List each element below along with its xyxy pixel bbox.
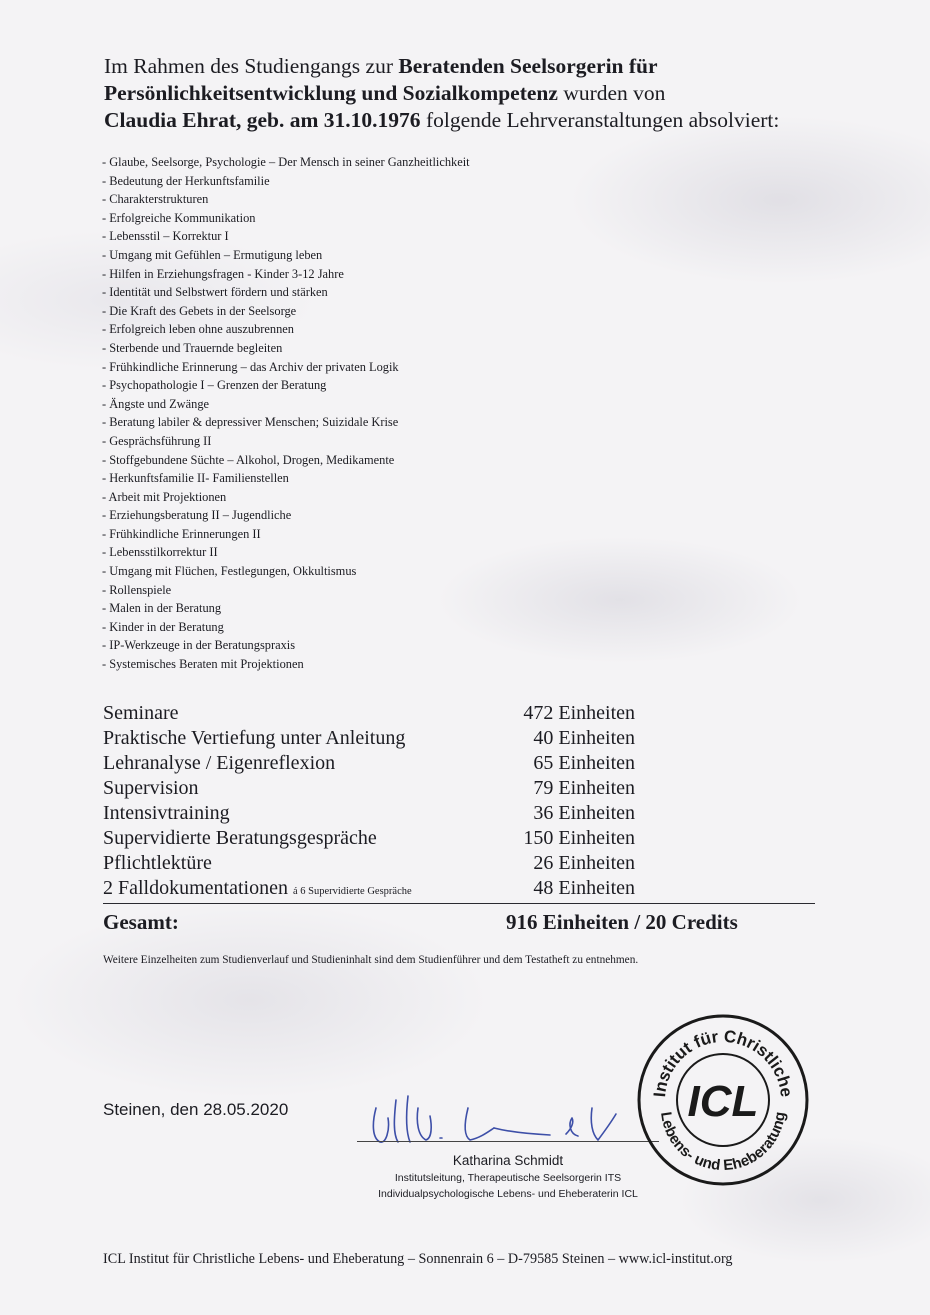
course-item: - Erziehungsberatung II – Jugendliche xyxy=(102,508,292,523)
seal-top-text: Institut für Christliche xyxy=(650,1026,797,1099)
intro-text-3: folgende Lehrveranstaltungen absolviert: xyxy=(420,108,780,132)
total-divider xyxy=(103,903,815,904)
course-item: - Frühkindliche Erinnerung – das Archiv der privaten Logik xyxy=(102,359,399,374)
course-item: - Ängste und Zwänge xyxy=(102,396,210,411)
place-date: Steinen, den 28.05.2020 xyxy=(103,1100,289,1119)
signer-name: Katharina Schmidt xyxy=(452,1153,564,1168)
summary-value: 36 Einheiten xyxy=(533,802,635,824)
summary-value: 79 Einheiten xyxy=(533,777,635,799)
course-item: - Stoffgebundene Süchte – Alkohol, Drogen, Medikamente xyxy=(102,452,395,467)
course-item: - Psychopathologie I – Grenzen der Beratung xyxy=(102,378,327,393)
summary-value: 472 Einheiten xyxy=(523,702,635,724)
handwritten-signature xyxy=(360,1078,660,1150)
summary-value: 65 Einheiten xyxy=(533,752,635,774)
course-item: - Umgang mit Gefühlen – Ermutigung leben xyxy=(102,247,323,262)
course-item: - Herkunftsfamilie II- Familienstellen xyxy=(102,471,289,486)
course-item: - Arbeit mit Projektionen xyxy=(102,489,227,504)
summary-row xyxy=(103,701,643,726)
intro-text-2: wurden von xyxy=(557,81,666,105)
course-item: - Charakterstrukturen xyxy=(102,192,209,207)
units-summary-table xyxy=(103,701,643,901)
course-item: - Die Kraft des Gebets in der Seelsorge xyxy=(102,303,297,318)
summary-label: Supervidierte Beratungsgespräche xyxy=(103,827,377,849)
remark-text: Weitere Einzelheiten zum Studienverlauf und Studieninhalt sind dem Studienführer und dem Testatheft zu entnehmen. xyxy=(103,954,639,966)
course-item: - Gesprächsführung II xyxy=(102,433,212,448)
course-item: - Sterbende und Trauernde begleiten xyxy=(102,340,283,355)
course-item: - Hilfen in Erziehungsfragen - Kinder 3-12 Jahre xyxy=(102,266,344,281)
summary-label: Lehranalyse / Eigenreflexion xyxy=(103,752,336,774)
summary-row xyxy=(103,826,643,851)
signer-role-2: Individualpsychologische Lebens- und Eheberaterin ICL xyxy=(378,1188,638,1200)
course-item: - Bedeutung der Herkunftsfamilie xyxy=(102,173,270,188)
summary-row xyxy=(103,801,643,826)
course-item: - Kinder in der Beratung xyxy=(102,619,224,634)
seal-bottom-text: Lebens- und Eheberatung xyxy=(657,1110,789,1175)
course-item: - Glaube, Seelsorge, Psychologie – Der Mensch in seiner Ganzheitlichkeit xyxy=(102,155,470,169)
program-name: Beratenden Seelsorgerin für Persönlichkeitsentwicklung und Sozialkompetenz xyxy=(104,54,658,105)
course-item: - Malen in der Beratung xyxy=(102,601,222,616)
course-item: - Beratung labiler & depressiver Menschen; Suizidale Krise xyxy=(102,415,399,430)
summary-value: 48 Einheiten xyxy=(533,877,635,899)
course-item: - IP-Werkzeuge in der Beratungspraxis xyxy=(102,638,296,653)
summary-label: Seminare xyxy=(103,702,179,724)
course-list xyxy=(102,153,470,674)
summary-value: 26 Einheiten xyxy=(533,852,635,874)
summary-row xyxy=(103,726,643,751)
signer-role-1: Institutsleitung, Therapeutische Seelsorgerin ITS xyxy=(394,1172,622,1184)
summary-label: Praktische Vertiefung unter Anleitung xyxy=(103,727,406,749)
course-item: - Erfolgreiche Kommunikation xyxy=(102,210,256,225)
summary-value: 150 Einheiten xyxy=(523,827,635,849)
signer-block xyxy=(357,1152,659,1202)
seal-center-text: ICL xyxy=(687,1077,759,1126)
signature-line xyxy=(357,1141,659,1142)
course-item: - Identität und Selbstwert fördern und stärken xyxy=(102,285,328,300)
summary-label xyxy=(103,876,412,904)
course-item: - Umgang mit Flüchen, Festlegungen, Okkultismus xyxy=(102,564,357,579)
summary-row xyxy=(103,776,643,801)
summary-row xyxy=(103,876,643,901)
summary-label: Pflichtlektüre xyxy=(103,852,212,874)
course-item: - Lebensstilkorrektur II xyxy=(102,545,218,560)
course-item: - Erfolgreich leben ohne auszubrennen xyxy=(102,322,294,337)
course-item: - Systemisches Beraten mit Projektionen xyxy=(102,657,304,672)
course-item: - Frühkindliche Erinnerungen II xyxy=(102,526,261,541)
summary-label: Supervision xyxy=(103,777,199,799)
course-item: - Lebensstil – Korrektur I xyxy=(102,229,229,244)
summary-note: á 6 Supervidierte Gespräche xyxy=(292,886,412,897)
institute-seal xyxy=(635,1012,811,1188)
student-name-birthdate: Claudia Ehrat, geb. am 31.10.1976 xyxy=(104,108,421,132)
summary-row xyxy=(103,851,643,876)
intro-paragraph xyxy=(104,53,864,134)
summary-row xyxy=(103,751,643,776)
course-item: - Rollenspiele xyxy=(102,582,172,597)
total-label: Gesamt: xyxy=(103,910,179,934)
total-value: 916 Einheiten / 20 Credits xyxy=(506,910,738,934)
summary-label-text: 2 Falldokumentationen xyxy=(103,877,288,899)
footer-address: ICL Institut für Christliche Lebens- und Eheberatung – Sonnenrain 6 – D-79585 Steinen – www.icl-institut.org xyxy=(103,1251,733,1267)
summary-value: 40 Einheiten xyxy=(533,727,635,749)
summary-label: Intensivtraining xyxy=(103,802,230,824)
intro-text-1: Im Rahmen des Studiengangs zur xyxy=(104,54,399,78)
